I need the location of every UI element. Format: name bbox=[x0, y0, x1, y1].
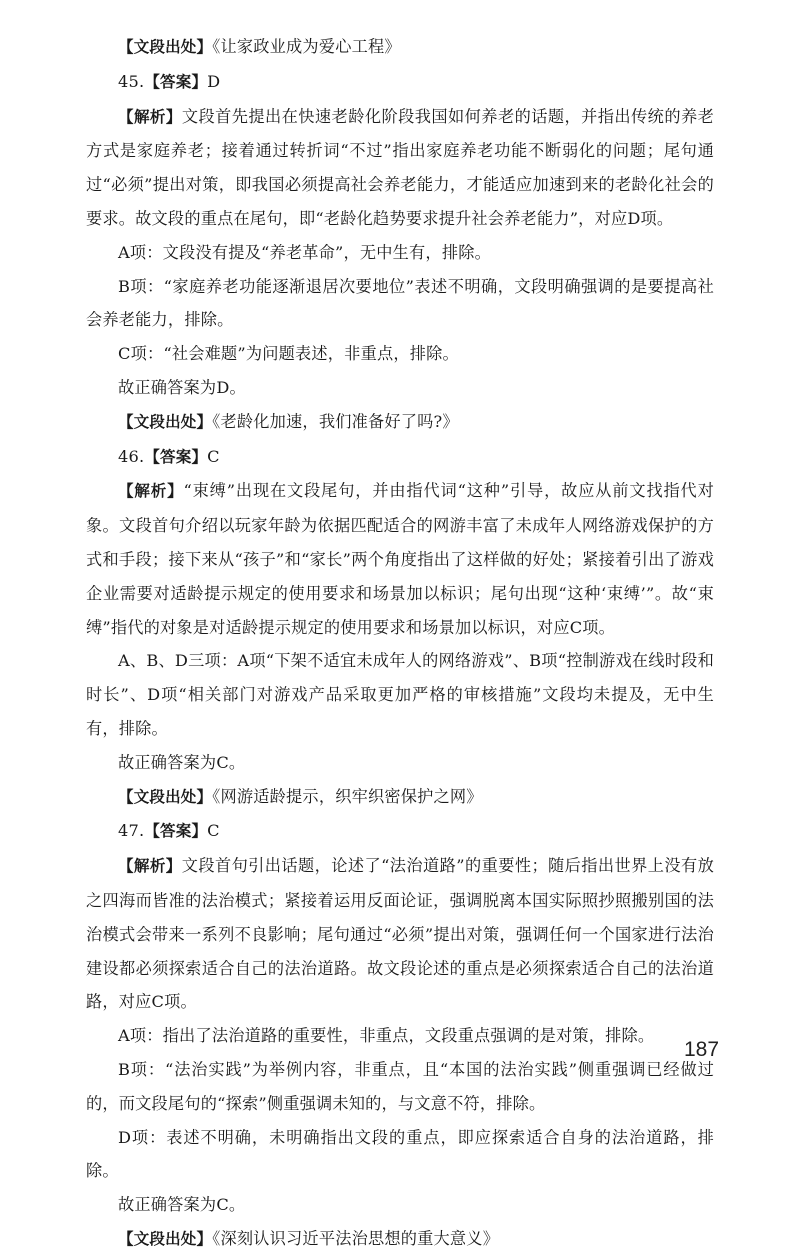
analysis-paragraph bbox=[86, 474, 714, 644]
conclusion-line: 故正确答案为C。 bbox=[118, 1195, 246, 1215]
answer-value: C bbox=[207, 446, 220, 466]
page-number: 187 bbox=[684, 1038, 720, 1061]
answer-label: 【答案】 bbox=[144, 72, 208, 91]
analysis-text: 文段首先提出在快速老龄化阶段我国如何养老的话题，并指出传统的养老方式是家庭养老；接着通过转折词“不过”指出家庭养老功能不断弱化的问题；尾句通过“必须”提出对策，即我国必须提高社会养老能力，才能适应加速到来的老龄化社会的要求。故文段的重点在尾句，即“老龄化趋势要求提升社会养老能力”，对应D项。 bbox=[86, 106, 714, 228]
analysis-label: 【解析】 bbox=[118, 482, 184, 501]
analysis-label: 【解析】 bbox=[118, 857, 182, 876]
answer-line bbox=[86, 814, 714, 849]
conclusion-line: 故正确答案为D。 bbox=[118, 377, 246, 397]
option-abd-paragraph: A、B、D三项：A项“下架不适宜未成年人的网络游戏”、B项“控制游戏在线时段和时长”、D项“相关部门对游戏产品采取更加严格的审核措施”文段均未提及，无中生有，排除。 bbox=[86, 651, 714, 738]
option-a-paragraph: A项：文段没有提及“养老革命”，无中生有，排除。 bbox=[118, 242, 491, 262]
source-label: 【文段出处】 bbox=[118, 1229, 213, 1248]
source-label: 【文段出处】 bbox=[118, 412, 213, 431]
source-label: 【文段出处】 bbox=[118, 38, 213, 56]
answer-value: D bbox=[207, 71, 221, 91]
source-title: 《深刻认识习近平法治思想的重大意义》 bbox=[212, 1228, 500, 1248]
answer-line bbox=[86, 440, 714, 475]
source-line bbox=[86, 30, 714, 65]
conclusion-line: 故正确答案为C。 bbox=[118, 752, 246, 772]
source-label: 【文段出处】 bbox=[118, 787, 213, 806]
analysis-text: 文段首句引出话题，论述了“法治道路”的重要性；随后指出世界上没有放之四海而皆准的法治模式；紧接着运用反面论证，强调脱离本国实际照抄照搬别国的法治模式会带来一系列不良影响；尾句通过“必须”提出对策，强调任何一个国家进行法治建设都必须探索适合自己的法治道路。故文段论述的重点是必须探索适合自己的法治道路，对应C项。 bbox=[86, 856, 714, 1012]
question-number: 45. bbox=[118, 71, 145, 91]
source-title: 《老龄化加速，我们准备好了吗?》 bbox=[212, 411, 459, 431]
option-b-paragraph: B项：“法治实践”为举例内容，非重点，且“本国的法治实践”侧重强调已经做过的，而文段尾句的“探索”侧重强调未知的，与文意不符，排除。 bbox=[86, 1059, 714, 1113]
option-a-paragraph: A项：指出了法治道路的重要性，非重点，文段重点强调的是对策，排除。 bbox=[118, 1026, 655, 1046]
source-title: 《让家政业成为爱心工程》 bbox=[212, 37, 401, 56]
source-line bbox=[86, 1222, 714, 1257]
answer-value: C bbox=[207, 821, 220, 841]
answer-label: 【答案】 bbox=[144, 822, 208, 841]
analysis-paragraph bbox=[86, 849, 714, 1019]
page-content bbox=[86, 30, 714, 1257]
option-c-paragraph: C项：“社会难题”为问题表述，非重点，排除。 bbox=[118, 344, 459, 364]
question-number: 46. bbox=[118, 446, 145, 466]
source-line bbox=[86, 405, 714, 440]
option-b-paragraph: B项：“家庭养老功能逐渐退居次要地位”表述不明确，文段明确强调的是要提高社会养老能力，排除。 bbox=[86, 276, 714, 330]
analysis-paragraph bbox=[86, 100, 714, 236]
analysis-label: 【解析】 bbox=[118, 107, 182, 126]
source-title: 《网游适龄提示，织牢织密保护之网》 bbox=[212, 786, 483, 806]
analysis-text: “束缚”出现在文段尾句，并由指代词“这种”引导，故应从前文找指代对象。文段首句介绍以玩家年龄为依据匹配适合的网游丰富了未成年人网络游戏保护的方式和手段；接下来从“孩子”和“家长”两个角度指出了这样做的好处；紧接着引出了游戏企业需要对适龄提示规定的使用要求和场景加以标识；尾句出现“这种‘束缚’”。故“束缚”指代的对象是对适龄提示规定的使用要求和场景加以标识，对应C项。 bbox=[86, 481, 714, 637]
answer-label: 【答案】 bbox=[144, 447, 208, 466]
option-d-paragraph: D项：表述不明确，未明确指出文段的重点，即应探索适合自身的法治道路，排除。 bbox=[86, 1127, 714, 1181]
question-number: 47. bbox=[118, 821, 145, 841]
answer-line bbox=[86, 65, 714, 100]
source-line bbox=[86, 780, 714, 815]
